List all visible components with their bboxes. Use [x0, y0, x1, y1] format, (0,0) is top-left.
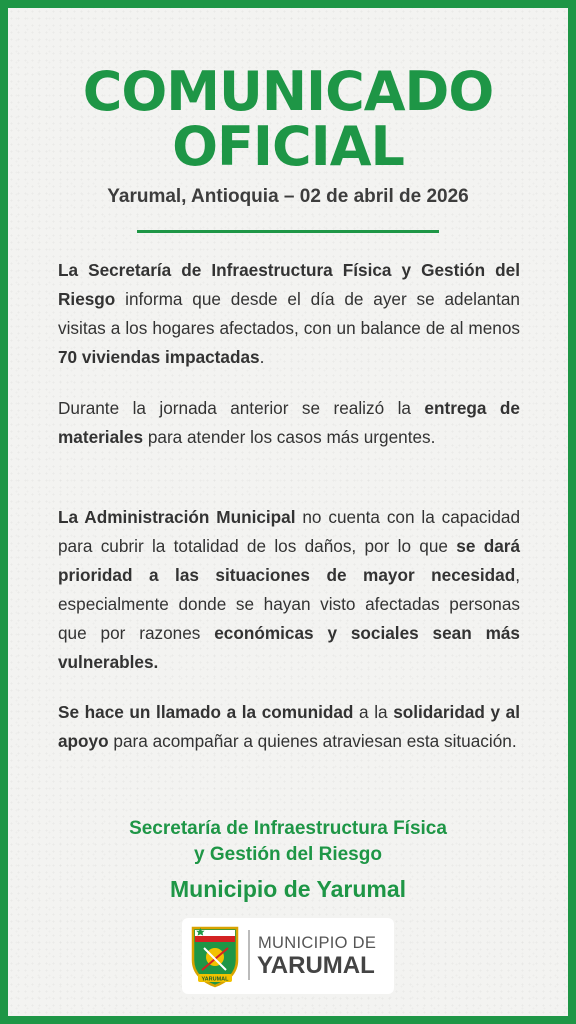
- signature-line-2: y Gestión del Riesgo: [194, 844, 382, 865]
- emphasis: económicas y sociales sean más vulnerables.: [58, 623, 520, 672]
- signature-municipality: Municipio de Yarumal: [169, 876, 407, 902]
- title-line-2: OFICIAL: [172, 115, 404, 178]
- dateline: Yarumal, Antioquia – 02 de abril de 2026: [107, 186, 469, 207]
- text: Durante la jornada anterior se realizó la: [58, 398, 425, 418]
- text: para atender los casos más urgentes.: [143, 427, 436, 447]
- logo-small-text: MUNICIPIO DE: [258, 934, 377, 952]
- text: no cuenta con la capacidad para cubrir la totalidad de los daños, por lo que: [58, 507, 520, 556]
- shield-text: YARUMAL: [201, 976, 229, 983]
- logo-big-text: YARUMAL: [257, 952, 375, 979]
- text: .: [259, 347, 265, 367]
- emphasis: solidaridad y al apoyo: [58, 702, 520, 751]
- logo-divider: [248, 930, 250, 980]
- paragraph-4: [58, 698, 520, 756]
- signature-line-1: Secretaría de Infraestructura Física: [129, 818, 447, 839]
- emphasis: Se hace un llamado a la comunidad: [58, 702, 354, 722]
- title-line-1: COMUNICADO: [82, 60, 494, 123]
- emphasis: La Secretaría de Infraestructura Física y Gestión del Riesgo: [58, 260, 520, 309]
- coat-of-arms-icon: [190, 924, 240, 988]
- paragraph-3: [58, 503, 520, 677]
- municipal-logo: [182, 918, 394, 994]
- emphasis: La Administración Municipal: [58, 507, 296, 527]
- paragraph-1: [58, 256, 520, 372]
- text: , especialmente donde se hayan visto afectadas personas que por razones: [58, 565, 520, 643]
- text: para acompañar a quienes atraviesan esta situación.: [108, 731, 517, 751]
- emphasis: se dará prioridad a las situaciones de mayor necesidad: [58, 536, 520, 585]
- text: informa que desde el día de ayer se adelantan visitas a los hogares afectados, con un balance de al menos: [58, 289, 520, 338]
- text: a la: [353, 702, 394, 722]
- paragraph-2: [58, 394, 520, 452]
- emphasis: 70 viviendas impactadas: [58, 347, 260, 367]
- title-divider: [137, 230, 439, 233]
- emphasis: entrega de materiales: [58, 398, 520, 447]
